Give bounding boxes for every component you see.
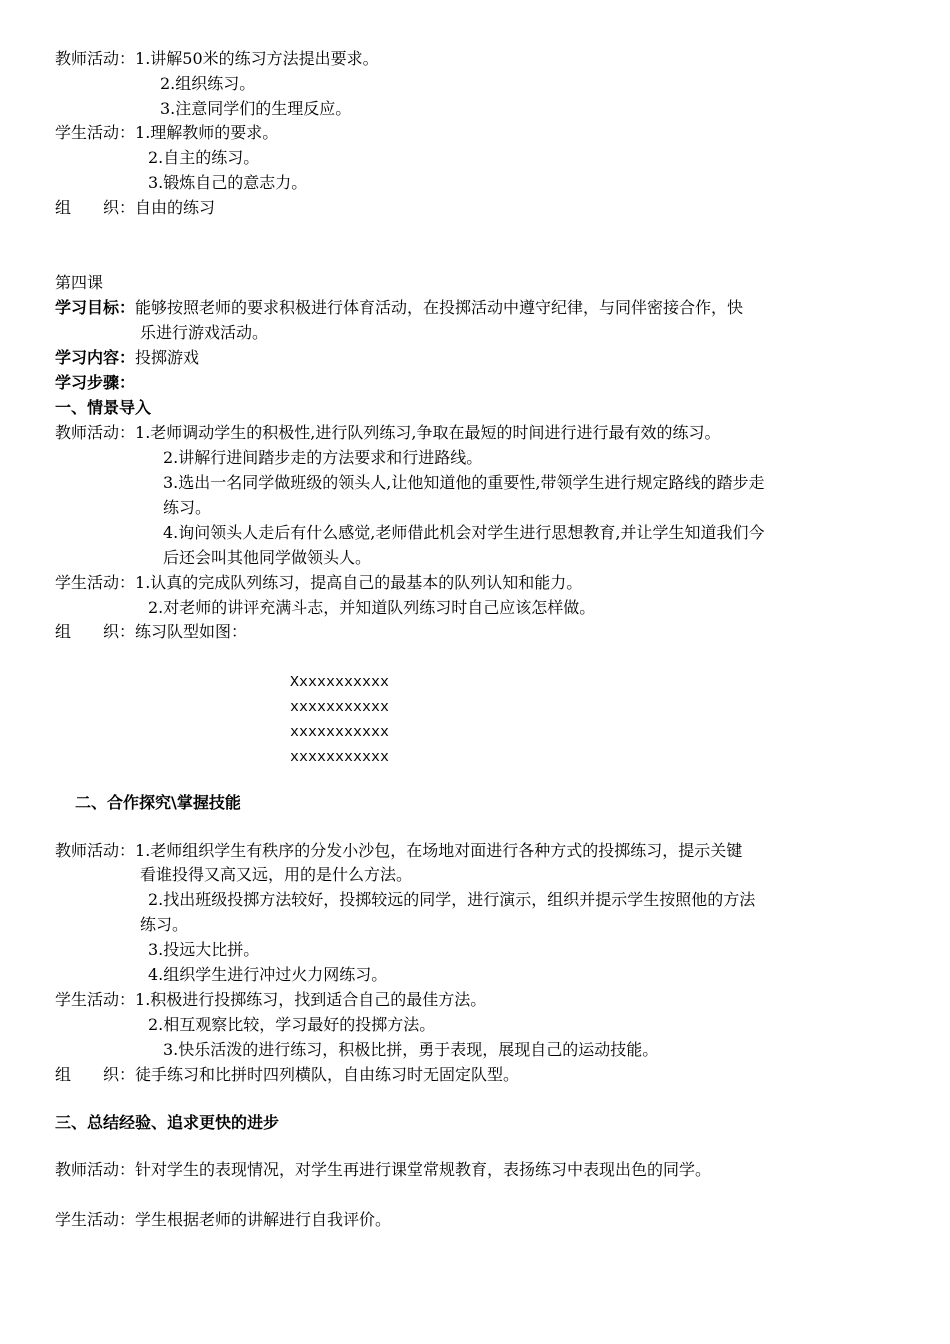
formation-row: [290, 698, 389, 718]
text-line: [55, 123, 278, 143]
line-text: 4.询问领头人走后有什么感觉,老师借此机会对学生进行思想教育,并让学生知道我们今: [163, 523, 765, 542]
text-line: [55, 49, 379, 69]
line-text: 练习。: [163, 498, 212, 517]
text-line: [163, 1040, 658, 1060]
text-line: [140, 865, 412, 885]
text-line: [55, 273, 103, 293]
line-text: 练习队型如图：: [135, 622, 248, 641]
line-label: 组 织：: [55, 1065, 136, 1084]
text-line: [163, 498, 211, 518]
text-line: [148, 965, 387, 985]
text-line: [55, 198, 215, 218]
line-text: 3.选出一名同学做班级的领头人,让他知道他的重要性,带领学生进行规定路线的踏步走: [163, 473, 765, 492]
text-line: [55, 373, 135, 393]
text-line: [148, 940, 259, 960]
formation-row: [290, 748, 389, 768]
line-text: 2.讲解行进间踏步走的方法要求和行进路线。: [163, 448, 483, 467]
line-text: 2.组织练习。: [160, 74, 256, 93]
line-text: 2.自主的练习。: [148, 148, 260, 167]
line-text: 1.老师组织学生有秩序的分发小沙包，在场地对面进行各种方式的投掷练习，提示关键: [135, 841, 743, 860]
text-line: [160, 99, 351, 119]
line-text: 练习。: [140, 915, 189, 934]
line-text: 徒手练习和比拼时四列横队，自由练习时无固定队型。: [135, 1065, 520, 1084]
text-line: [55, 1065, 519, 1085]
text-line: [148, 173, 307, 193]
line-label: 教师活动：: [55, 49, 136, 68]
formation-row: [290, 723, 389, 743]
text-line: [75, 793, 241, 813]
line-text: 自由的练习: [135, 198, 216, 217]
text-line: [140, 915, 188, 935]
line-label: 教师活动：: [55, 1160, 136, 1179]
line-label: 学生活动：: [55, 990, 136, 1009]
line-text: 投掷游戏: [135, 348, 200, 367]
line-label: 教师活动：: [55, 841, 136, 860]
line-text: 3.快乐活泼的进行练习，积极比拼，勇于表现，展现自己的运动技能。: [163, 1040, 659, 1059]
text-line: [160, 74, 255, 94]
section-heading: 一、情景导入: [55, 398, 152, 417]
line-label: 学生活动：: [55, 1210, 136, 1229]
section-heading: 学习步骤：: [55, 373, 136, 392]
line-text: 2.相互观察比较，学习最好的投掷方法。: [148, 1015, 436, 1034]
line-text: Xxxxxxxxxxx: [290, 674, 390, 691]
line-text: 2.对老师的讲评充满斗志，并知道队列练习时自己应该怎样做。: [148, 598, 596, 617]
line-text: 3.注意同学们的生理反应。: [160, 99, 352, 118]
text-line: [148, 148, 259, 168]
section-heading: 学习目标：: [55, 298, 136, 317]
text-line: [163, 448, 482, 468]
text-line: [55, 573, 582, 593]
line-label: 学生活动：: [55, 573, 136, 592]
line-text: 1.积极进行投掷练习，找到适合自己的最佳方法。: [135, 990, 487, 1009]
line-text: 第四课: [55, 273, 104, 292]
line-label: 组 织：: [55, 622, 136, 641]
formation-row: [290, 673, 389, 693]
text-line: [55, 298, 743, 318]
section-heading: 三、总结经验、追求更快的进步: [55, 1113, 280, 1132]
text-line: [163, 523, 764, 543]
text-line: [163, 473, 764, 493]
section-heading: 学习内容：: [55, 348, 136, 367]
text-line: [55, 348, 199, 368]
text-line: [55, 1113, 279, 1133]
text-line: [163, 548, 371, 568]
line-text: xxxxxxxxxxx: [290, 724, 390, 741]
line-text: 后还会叫其他同学做领头人。: [163, 548, 372, 567]
text-line: [148, 598, 595, 618]
line-text: xxxxxxxxxxx: [290, 699, 390, 716]
line-text: 针对学生的表现情况，对学生再进行课堂常规教育，表扬练习中表现出色的同学。: [135, 1160, 712, 1179]
line-text: xxxxxxxxxxx: [290, 749, 390, 766]
line-text: 能够按照老师的要求积极进行体育活动，在投掷活动中遵守纪律，与同伴密接合作，快: [135, 298, 744, 317]
text-line: [55, 423, 720, 443]
text-line: [55, 990, 486, 1010]
line-text: 看谁投得又高又远，用的是什么方法。: [140, 865, 413, 884]
line-label: 学生活动：: [55, 123, 136, 142]
line-text: 1.认真的完成队列练习，提高自己的最基本的队列认知和能力。: [135, 573, 583, 592]
line-text: 3.投远大比拼。: [148, 940, 260, 959]
line-text: 乐进行游戏活动。: [140, 323, 269, 342]
line-text: 1.老师调动学生的积极性,进行队列练习,争取在最短的时间进行进行最有效的练习。: [135, 423, 721, 442]
text-line: [55, 1210, 391, 1230]
line-text: 1.讲解50米的练习方法提出要求。: [135, 49, 379, 68]
text-line: [55, 841, 742, 861]
line-text: 学生根据老师的讲解进行自我评价。: [135, 1210, 392, 1229]
line-text: 4.组织学生进行冲过火力网练习。: [148, 965, 388, 984]
text-line: [148, 890, 755, 910]
line-label: 组 织：: [55, 198, 136, 217]
line-label: 教师活动：: [55, 423, 136, 442]
text-line: [55, 622, 247, 642]
text-line: [140, 323, 268, 343]
text-line: [55, 398, 151, 418]
text-line: [55, 1160, 711, 1180]
text-line: [148, 1015, 435, 1035]
line-text: 1.理解教师的要求。: [135, 123, 279, 142]
line-text: 2.找出班级投掷方法较好，投掷较远的同学，进行演示，组织并提示学生按照他的方法: [148, 890, 756, 909]
section-heading: 二、合作探究\掌握技能: [75, 793, 241, 812]
line-text: 3.锻炼自己的意志力。: [148, 173, 308, 192]
